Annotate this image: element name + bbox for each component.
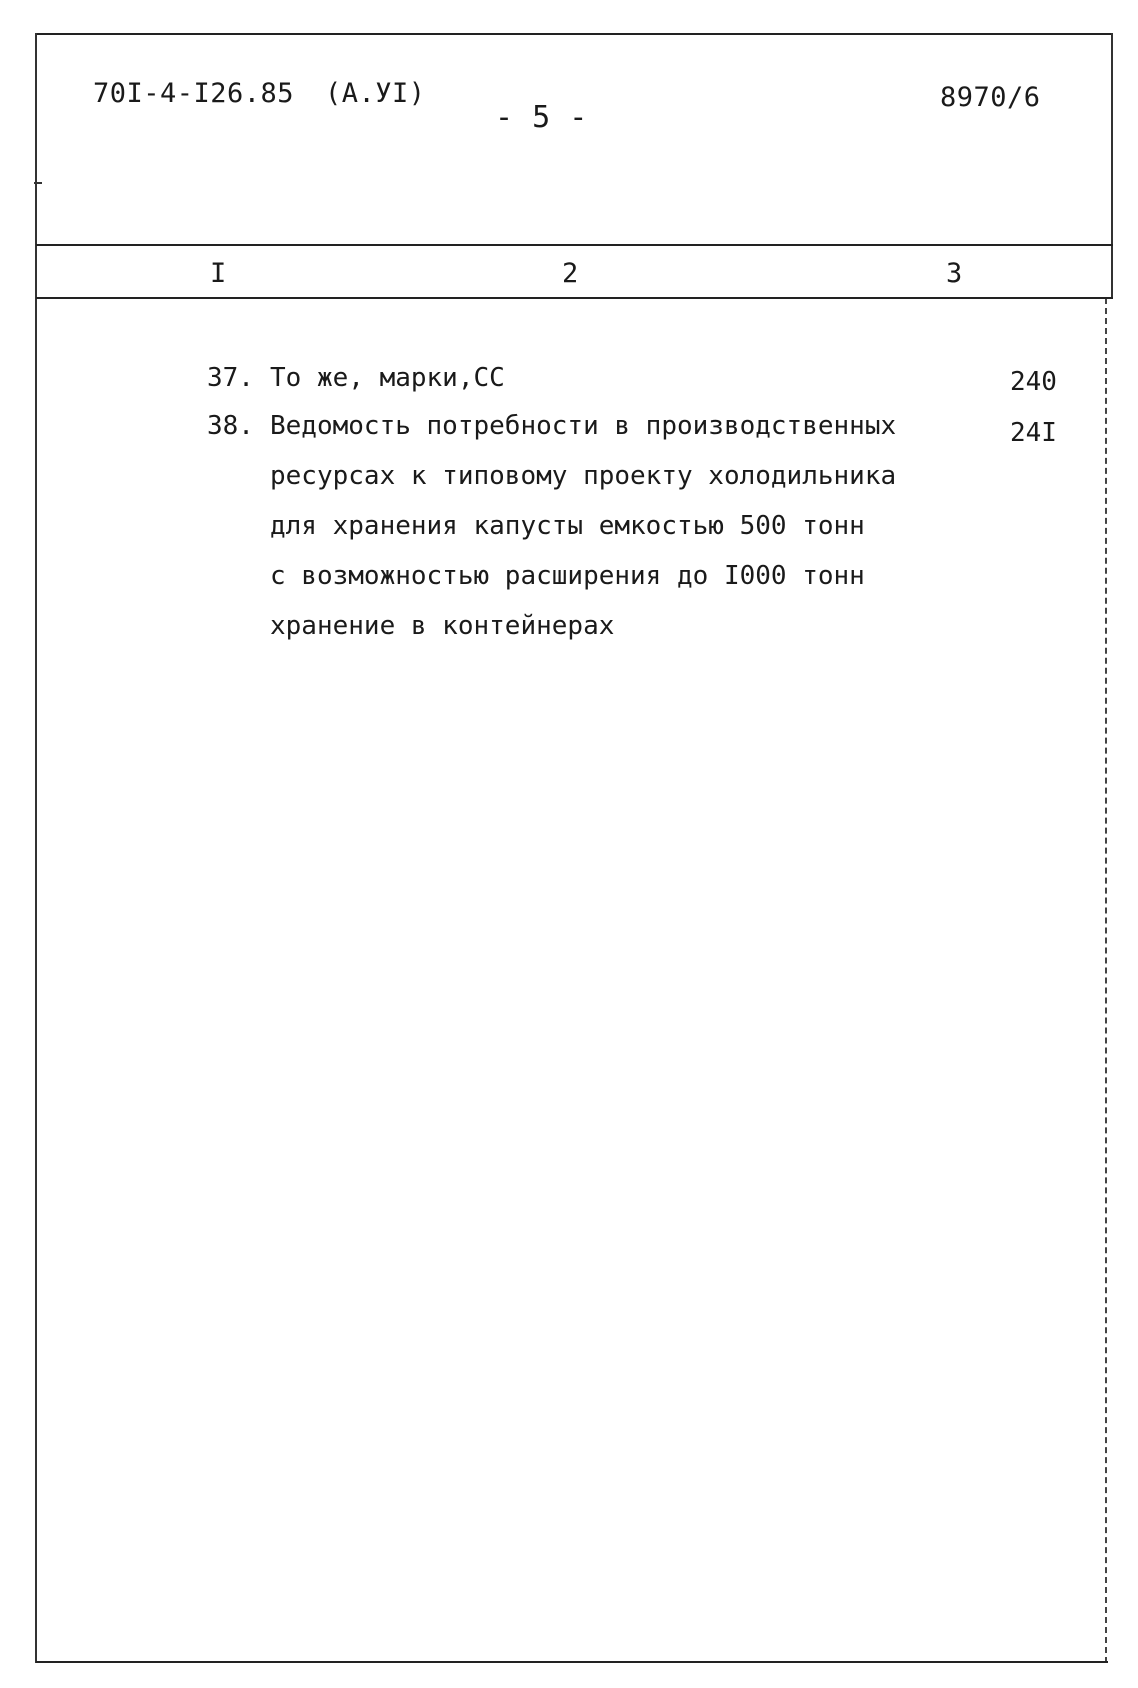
frame-top-border	[36, 33, 1113, 35]
column-number-2: 2	[562, 258, 579, 289]
entry-page-number: 240	[1010, 367, 1057, 397]
entry-number: 37.	[207, 363, 254, 393]
frame-left-border	[35, 33, 37, 1663]
table-header-bottom-rule	[36, 297, 1113, 299]
frame-right-border-lower	[1105, 298, 1107, 1663]
margin-tick	[34, 182, 42, 184]
table-header-top-rule	[36, 244, 1113, 246]
entry-text-line: То же, марки,СС	[270, 363, 505, 393]
frame-bottom-border	[36, 1661, 1108, 1663]
document-code: 70I-4-I26.85	[93, 78, 295, 109]
sheet-reference: (А.УI)	[325, 78, 426, 109]
inventory-number: 8970/6	[940, 82, 1041, 113]
frame-right-border-upper	[1111, 33, 1113, 298]
entry-text-line: для хранения капусты емкостью 500 тонн	[270, 511, 865, 541]
entry-page-number: 24I	[1010, 418, 1057, 448]
column-number-3: 3	[946, 258, 963, 289]
entry-text-line: с возможностью расширения до I000 тонн	[270, 561, 865, 591]
page-number: - 5 -	[495, 100, 588, 135]
entry-number: 38.	[207, 411, 254, 441]
entry-text-line: хранение в контейнерах	[270, 611, 615, 641]
entry-text-line: ресурсах к типовому проекту холодильника	[270, 461, 897, 491]
column-number-1: I	[210, 258, 227, 289]
entry-text-line: Ведомость потребности в производственных	[270, 411, 897, 441]
